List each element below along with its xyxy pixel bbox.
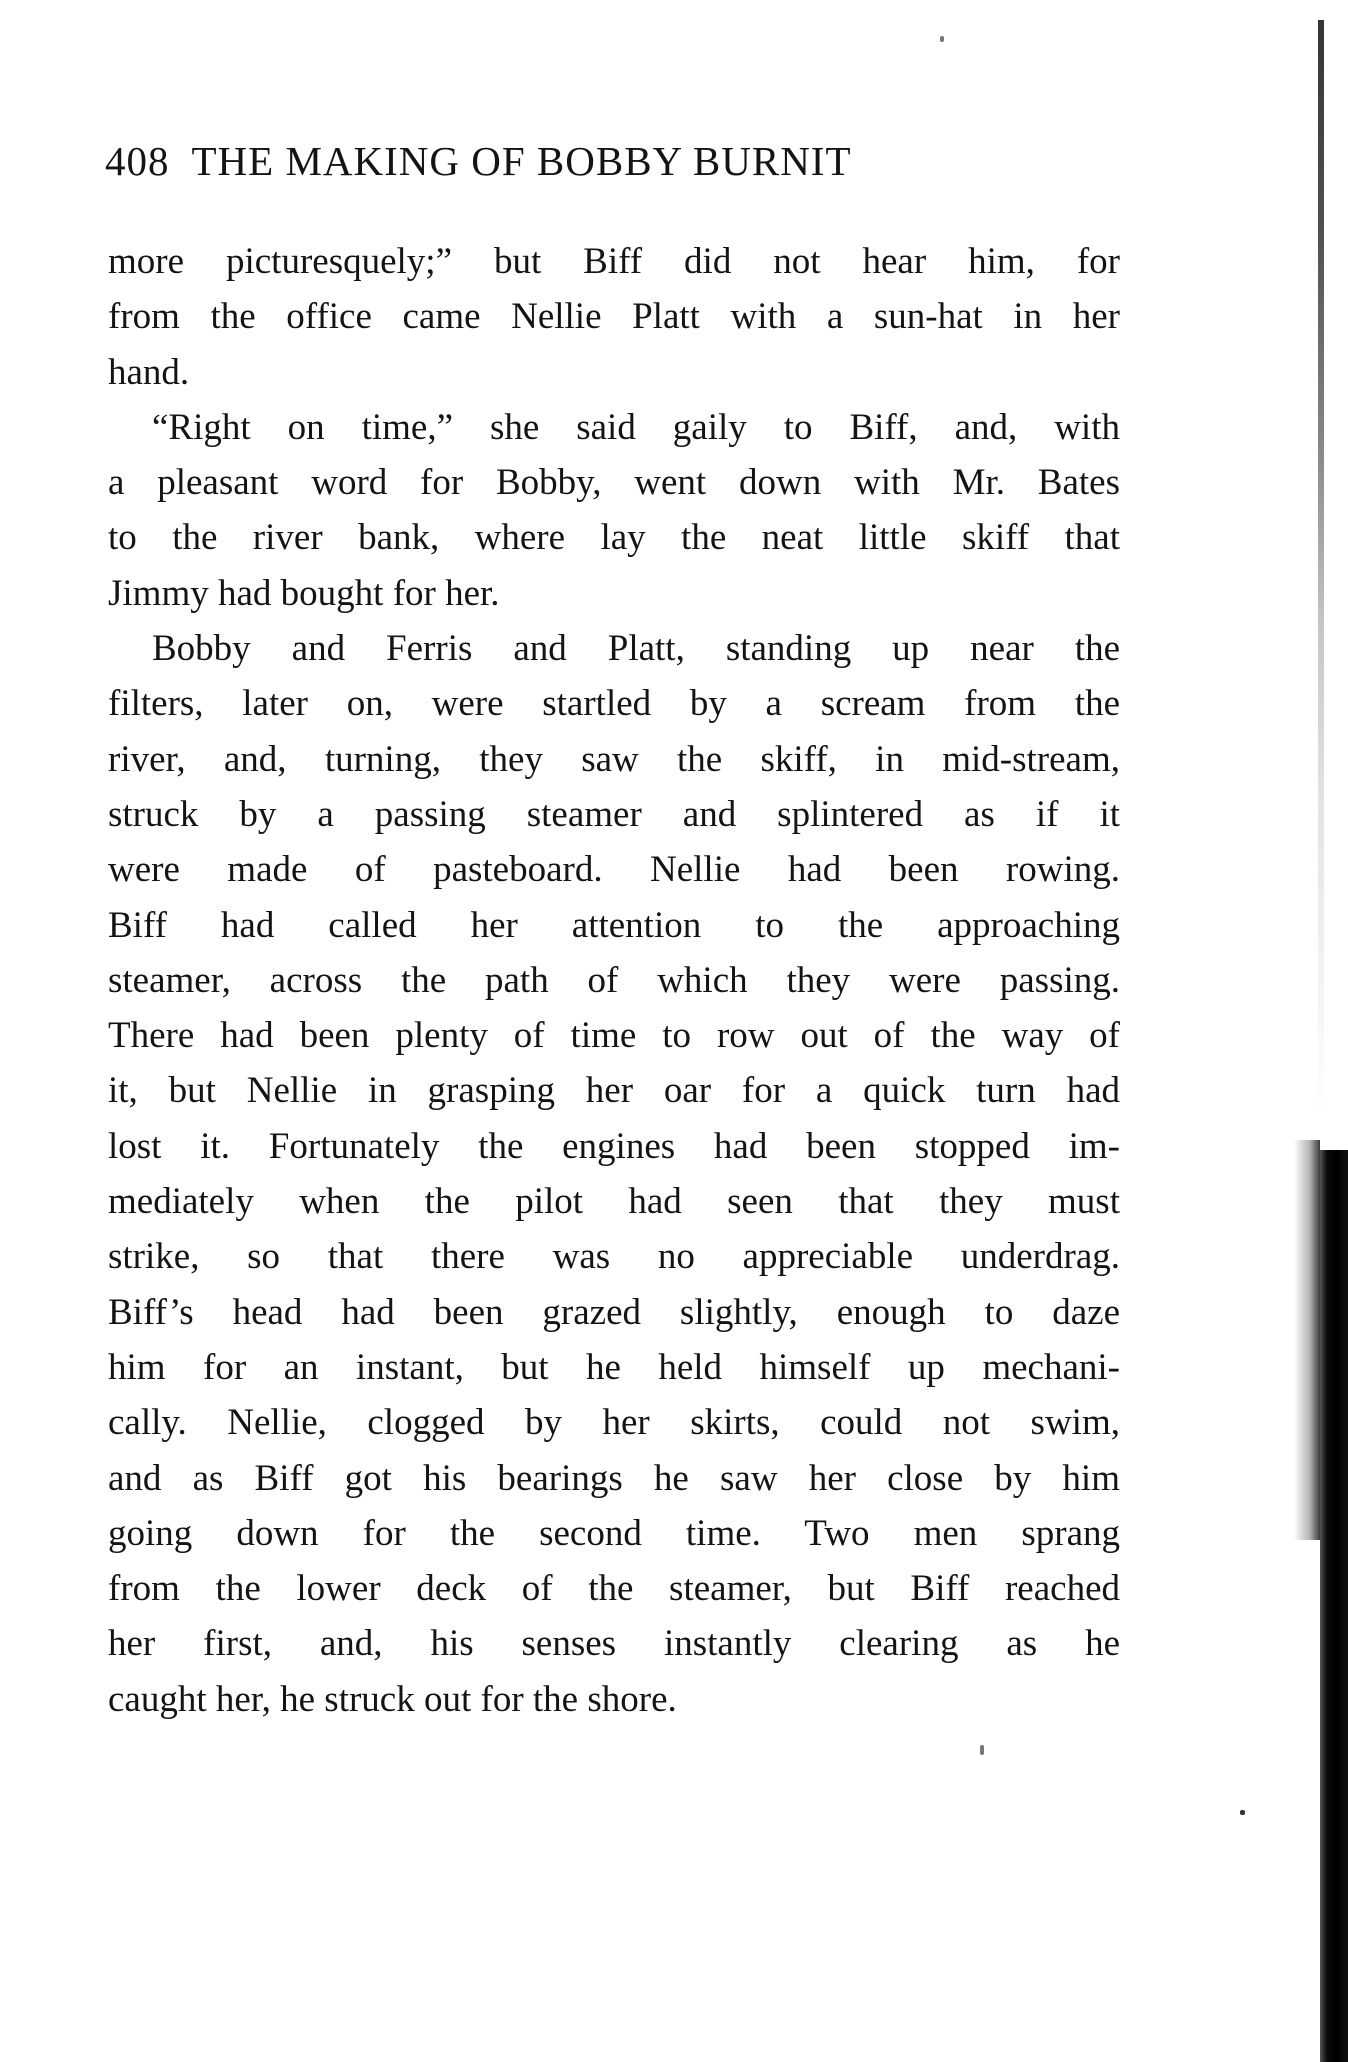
scan-speck bbox=[1240, 1810, 1245, 1815]
text-line: lost it. Fortunately the engines had been stopped im- bbox=[108, 1125, 1120, 1167]
page-number: 408 bbox=[105, 138, 170, 184]
binding-shadow-thin bbox=[1318, 20, 1324, 1120]
text-line: filters, later on, were startled by a scream from the bbox=[108, 683, 1120, 725]
text-line: caught her, he struck out for the shore. bbox=[108, 1678, 677, 1720]
text-line: Biff had called her attention to the approaching bbox=[108, 904, 1120, 946]
text-line: him for an instant, but he held himself up mechani- bbox=[108, 1346, 1120, 1388]
body-text bbox=[108, 234, 1120, 1727]
text-line: going down for the second time. Two men sprang bbox=[108, 1512, 1120, 1554]
scan-speck bbox=[940, 36, 944, 42]
text-line: to the river bank, where lay the neat little skiff that bbox=[108, 517, 1120, 559]
text-line: Biff’s head had been grazed slightly, enough to daze bbox=[108, 1291, 1120, 1333]
paragraph-first-line: “Right on time,” she said gaily to Biff, and, with bbox=[152, 406, 1120, 448]
text-line: were made of pasteboard. Nellie had been rowing. bbox=[108, 849, 1120, 891]
page-binding-edge bbox=[1310, 20, 1348, 2042]
text-line: river, and, turning, they saw the skiff, in mid-stream, bbox=[108, 738, 1120, 780]
text-line: cally. Nellie, clogged by her skirts, could not swim, bbox=[108, 1402, 1120, 1444]
text-line: from the lower deck of the steamer, but Biff reached bbox=[108, 1568, 1120, 1610]
text-line: a pleasant word for Bobby, went down with Mr. Bates bbox=[108, 462, 1120, 504]
running-head bbox=[105, 136, 1105, 186]
scan-speck bbox=[980, 1745, 984, 1755]
text-line: hand. bbox=[108, 351, 190, 393]
text-line: struck by a passing steamer and splintered as if it bbox=[108, 793, 1120, 835]
text-line: Jimmy had bought for her. bbox=[108, 572, 500, 614]
text-line: There had been plenty of time to row out of the way of bbox=[108, 1015, 1120, 1057]
text-line: from the office came Nellie Platt with a sun-hat in her bbox=[108, 296, 1120, 338]
running-title: THE MAKING OF BOBBY BURNIT bbox=[191, 138, 852, 184]
text-line: steamer, across the path of which they were passing. bbox=[108, 959, 1120, 1001]
binding-shadow-thick bbox=[1320, 1150, 1348, 2062]
paragraph-first-line: Bobby and Ferris and Platt, standing up near the bbox=[152, 628, 1120, 670]
text-line: strike, so that there was no appreciable underdrag. bbox=[108, 1236, 1120, 1278]
binding-shadow-fade bbox=[1294, 1140, 1320, 1540]
text-line: her first, and, his senses instantly clearing as he bbox=[108, 1623, 1120, 1665]
text-line: and as Biff got his bearings he saw her close by him bbox=[108, 1457, 1120, 1499]
text-line: it, but Nellie in grasping her oar for a quick turn had bbox=[108, 1070, 1120, 1112]
text-line: mediately when the pilot had seen that they must bbox=[108, 1181, 1120, 1223]
text-line: more picturesquely;” but Biff did not hear him, for bbox=[108, 241, 1120, 282]
